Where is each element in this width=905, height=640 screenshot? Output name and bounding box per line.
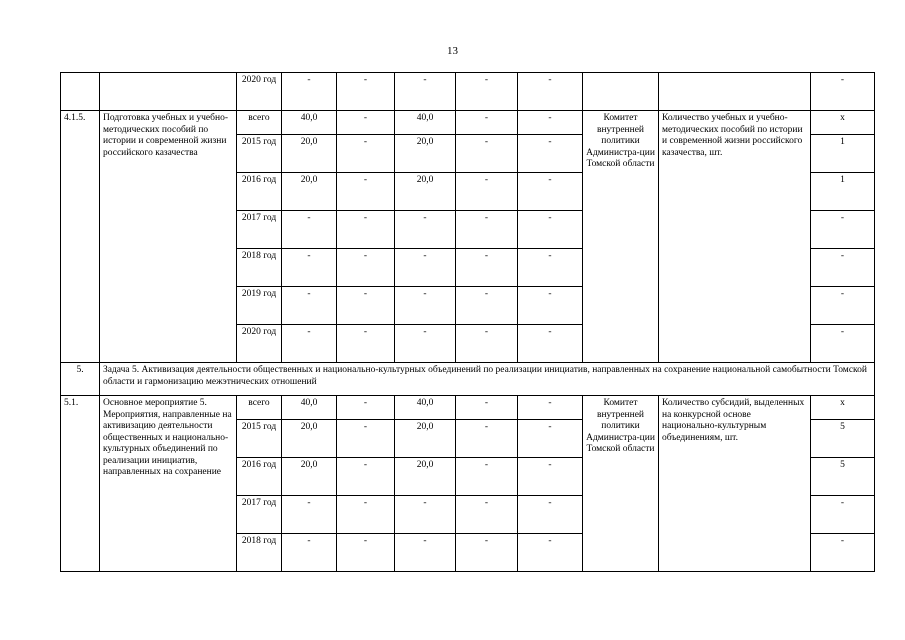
value-cell: - (456, 496, 518, 534)
value-cell: - (337, 496, 395, 534)
value-cell: - (518, 73, 583, 111)
value-cell: - (456, 396, 518, 420)
indicator-value-cell: 1 (811, 135, 875, 173)
year-cell: 2017 год (237, 496, 282, 534)
value-cell: - (337, 420, 395, 458)
indicator-value-cell: - (811, 73, 875, 111)
page-number: 13 (447, 45, 458, 57)
year-cell: всего (237, 111, 282, 135)
value-cell: - (456, 173, 518, 211)
indicator-value-cell: - (811, 287, 875, 325)
value-cell: 20,0 (282, 420, 337, 458)
value-cell: - (456, 111, 518, 135)
value-cell: - (282, 249, 337, 287)
task-text: Задача 5. Активизация деятельности общественных и национально-культурных объединений по реализации инициатив, направленных на сохранение национальной самобытности Томской области и гармонизацию межэтнических отношений (100, 363, 875, 396)
indicator-value-cell: - (811, 496, 875, 534)
table-row (61, 73, 875, 111)
value-cell: - (282, 325, 337, 363)
year-cell: 2018 год (237, 534, 282, 572)
value-cell: - (395, 325, 456, 363)
value-cell: - (518, 496, 583, 534)
indicator-value-cell: - (811, 211, 875, 249)
value-cell: - (518, 396, 583, 420)
year-cell: 2020 год (237, 325, 282, 363)
task-number: 5. (61, 363, 100, 396)
value-cell: - (337, 534, 395, 572)
value-cell: 20,0 (282, 458, 337, 496)
value-cell: - (456, 135, 518, 173)
value-cell: - (395, 73, 456, 111)
value-cell: - (456, 211, 518, 249)
year-cell: 2019 год (237, 287, 282, 325)
task-row (61, 363, 875, 396)
year-cell: 2015 год (237, 135, 282, 173)
value-cell: - (456, 73, 518, 111)
indicator-value-cell: 5 (811, 420, 875, 458)
year-cell: всего (237, 396, 282, 420)
year-cell: 2015 год (237, 420, 282, 458)
item-description: Основное мероприятие 5. Мероприятия, направленные на активизацию деятельности общественных и национально-культурных объединений по реализации инициатив, направленных на сохранение (100, 396, 237, 572)
value-cell: 20,0 (395, 420, 456, 458)
value-cell: - (518, 111, 583, 135)
value-cell: 40,0 (395, 111, 456, 135)
value-cell: - (456, 325, 518, 363)
indicator-name: Количество субсидий, выделенных на конкурсной основе национально-культурным объединениям, шт. (659, 396, 811, 572)
year-cell: 2016 год (237, 173, 282, 211)
value-cell: - (456, 534, 518, 572)
value-cell: - (337, 73, 395, 111)
value-cell: - (337, 458, 395, 496)
value-cell: - (282, 496, 337, 534)
value-cell: 40,0 (395, 396, 456, 420)
value-cell: 40,0 (282, 396, 337, 420)
year-cell: 2017 год (237, 211, 282, 249)
indicator-value-cell: 5 (811, 458, 875, 496)
value-cell: - (518, 211, 583, 249)
value-cell: 20,0 (395, 135, 456, 173)
description-cell (100, 73, 237, 111)
organization-cell (583, 73, 659, 111)
num-cell (61, 73, 100, 111)
value-cell: - (395, 249, 456, 287)
table-row (61, 396, 875, 420)
responsible-organization: Комитет внутренней политики Администра-ции Томской области (583, 111, 659, 363)
year-cell: 2016 год (237, 458, 282, 496)
table-body (61, 73, 875, 572)
value-cell: 20,0 (395, 173, 456, 211)
indicator-value-cell: - (811, 325, 875, 363)
value-cell: - (282, 73, 337, 111)
indicator-value-cell: - (811, 249, 875, 287)
value-cell: - (337, 249, 395, 287)
table-row (61, 111, 875, 135)
value-cell: - (518, 287, 583, 325)
value-cell: - (337, 287, 395, 325)
item-number: 4.1.5. (61, 111, 100, 363)
year-cell: 2018 год (237, 249, 282, 287)
indicator-value-cell: x (811, 111, 875, 135)
value-cell: - (518, 534, 583, 572)
item-number: 5.1. (61, 396, 100, 572)
value-cell: - (456, 458, 518, 496)
value-cell: - (337, 135, 395, 173)
value-cell: - (282, 287, 337, 325)
value-cell: - (337, 111, 395, 135)
value-cell: - (282, 211, 337, 249)
value-cell: - (518, 420, 583, 458)
value-cell: - (395, 496, 456, 534)
value-cell: - (395, 534, 456, 572)
value-cell: 40,0 (282, 111, 337, 135)
indicator-value-cell: 1 (811, 173, 875, 211)
value-cell: - (456, 287, 518, 325)
value-cell: - (518, 325, 583, 363)
value-cell: - (518, 458, 583, 496)
value-cell: - (518, 173, 583, 211)
item-description: Подготовка учебных и учебно-методических пособий по истории и современной жизни российского казачества (100, 111, 237, 363)
value-cell: - (518, 249, 583, 287)
value-cell: - (395, 211, 456, 249)
value-cell: - (518, 135, 583, 173)
value-cell: - (456, 420, 518, 458)
indicator-name: Количество учебных и учебно-методических пособий по истории и современной жизни российского казачества, шт. (659, 111, 811, 363)
indicator-cell (659, 73, 811, 111)
responsible-organization: Комитет внутренней политики Администра-ции Томской области (583, 396, 659, 572)
program-table (60, 72, 875, 572)
value-cell: 20,0 (395, 458, 456, 496)
value-cell: 20,0 (282, 173, 337, 211)
value-cell: - (337, 173, 395, 211)
indicator-value-cell: - (811, 534, 875, 572)
indicator-value-cell: x (811, 396, 875, 420)
value-cell: - (337, 325, 395, 363)
year-cell: 2020 год (237, 73, 282, 111)
value-cell: - (337, 396, 395, 420)
value-cell: - (282, 534, 337, 572)
value-cell: - (456, 249, 518, 287)
value-cell: - (395, 287, 456, 325)
value-cell: - (337, 211, 395, 249)
value-cell: 20,0 (282, 135, 337, 173)
